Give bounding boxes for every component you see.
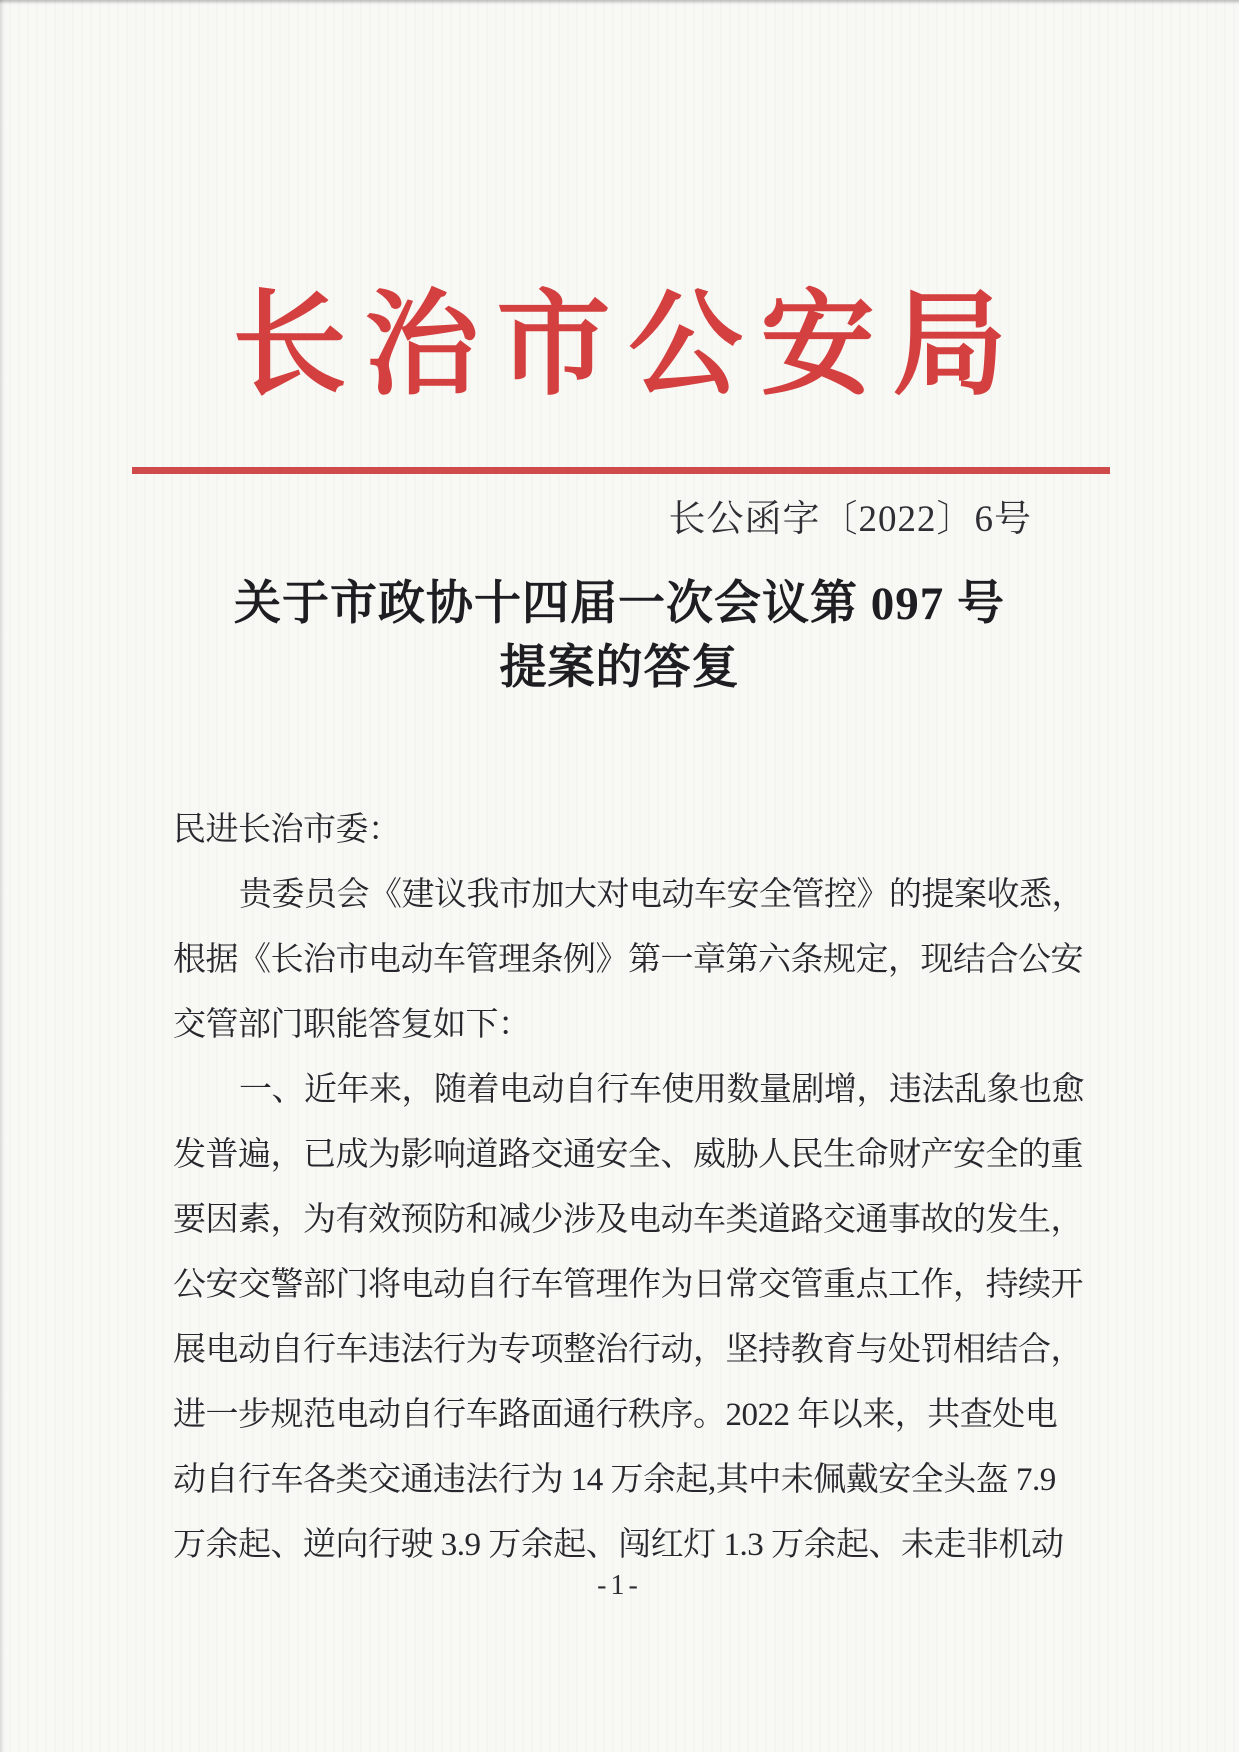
body-line: 发普遍，已成为影响道路交通安全、威胁人民生命财产安全的重 [173,1137,1083,1173]
document-title [0,572,1239,700]
document-reference-number: 长公函字〔2022〕6号 [668,499,1032,540]
body-line: 根据《长治市电动车管理条例》第一章第六条规定，现结合公安 [173,942,1083,978]
body-line: 万余起、逆向行驶 3.9 万余起、闯红灯 1.3 万余起、未走非机动 [173,1527,1064,1563]
body-line: 要因素，为有效预防和减少涉及电动车类道路交通事故的发生， [173,1202,1083,1238]
body-line: 一、近年来，随着电动自行车使用数量剧增，违法乱象也愈 [239,1072,1084,1108]
document-title-line-2: 提案的答复 [499,642,740,694]
letterhead-divider-line [132,467,1110,474]
body-line: 交管部门职能答复如下： [173,1007,531,1043]
body-line: 公安交警部门将电动自行车管理作为日常交管重点工作，持续开 [173,1267,1083,1303]
document-body [173,798,1085,1578]
body-line: 进一步规范电动自行车路面通行秩序。2022 年以来，共查处电 [173,1397,1058,1433]
body-line: 民进长治市委： [173,812,401,848]
page-number: -1- [597,1570,642,1601]
body-line: 展电动自行车违法行为专项整治行动，坚持教育与处罚相结合， [173,1332,1083,1368]
document-title-line-1: 关于市政协十四届一次会议第 097 号 [234,578,1005,630]
letterhead-agency-name: 长治市公安局 [232,282,1025,409]
body-line: 动自行车各类交通违法行为 14 万余起,其中未佩戴安全头盔 7.9 [173,1462,1056,1498]
body-line: 贵委员会《建议我市加大对电动车安全管控》的提案收悉， [239,877,1084,913]
